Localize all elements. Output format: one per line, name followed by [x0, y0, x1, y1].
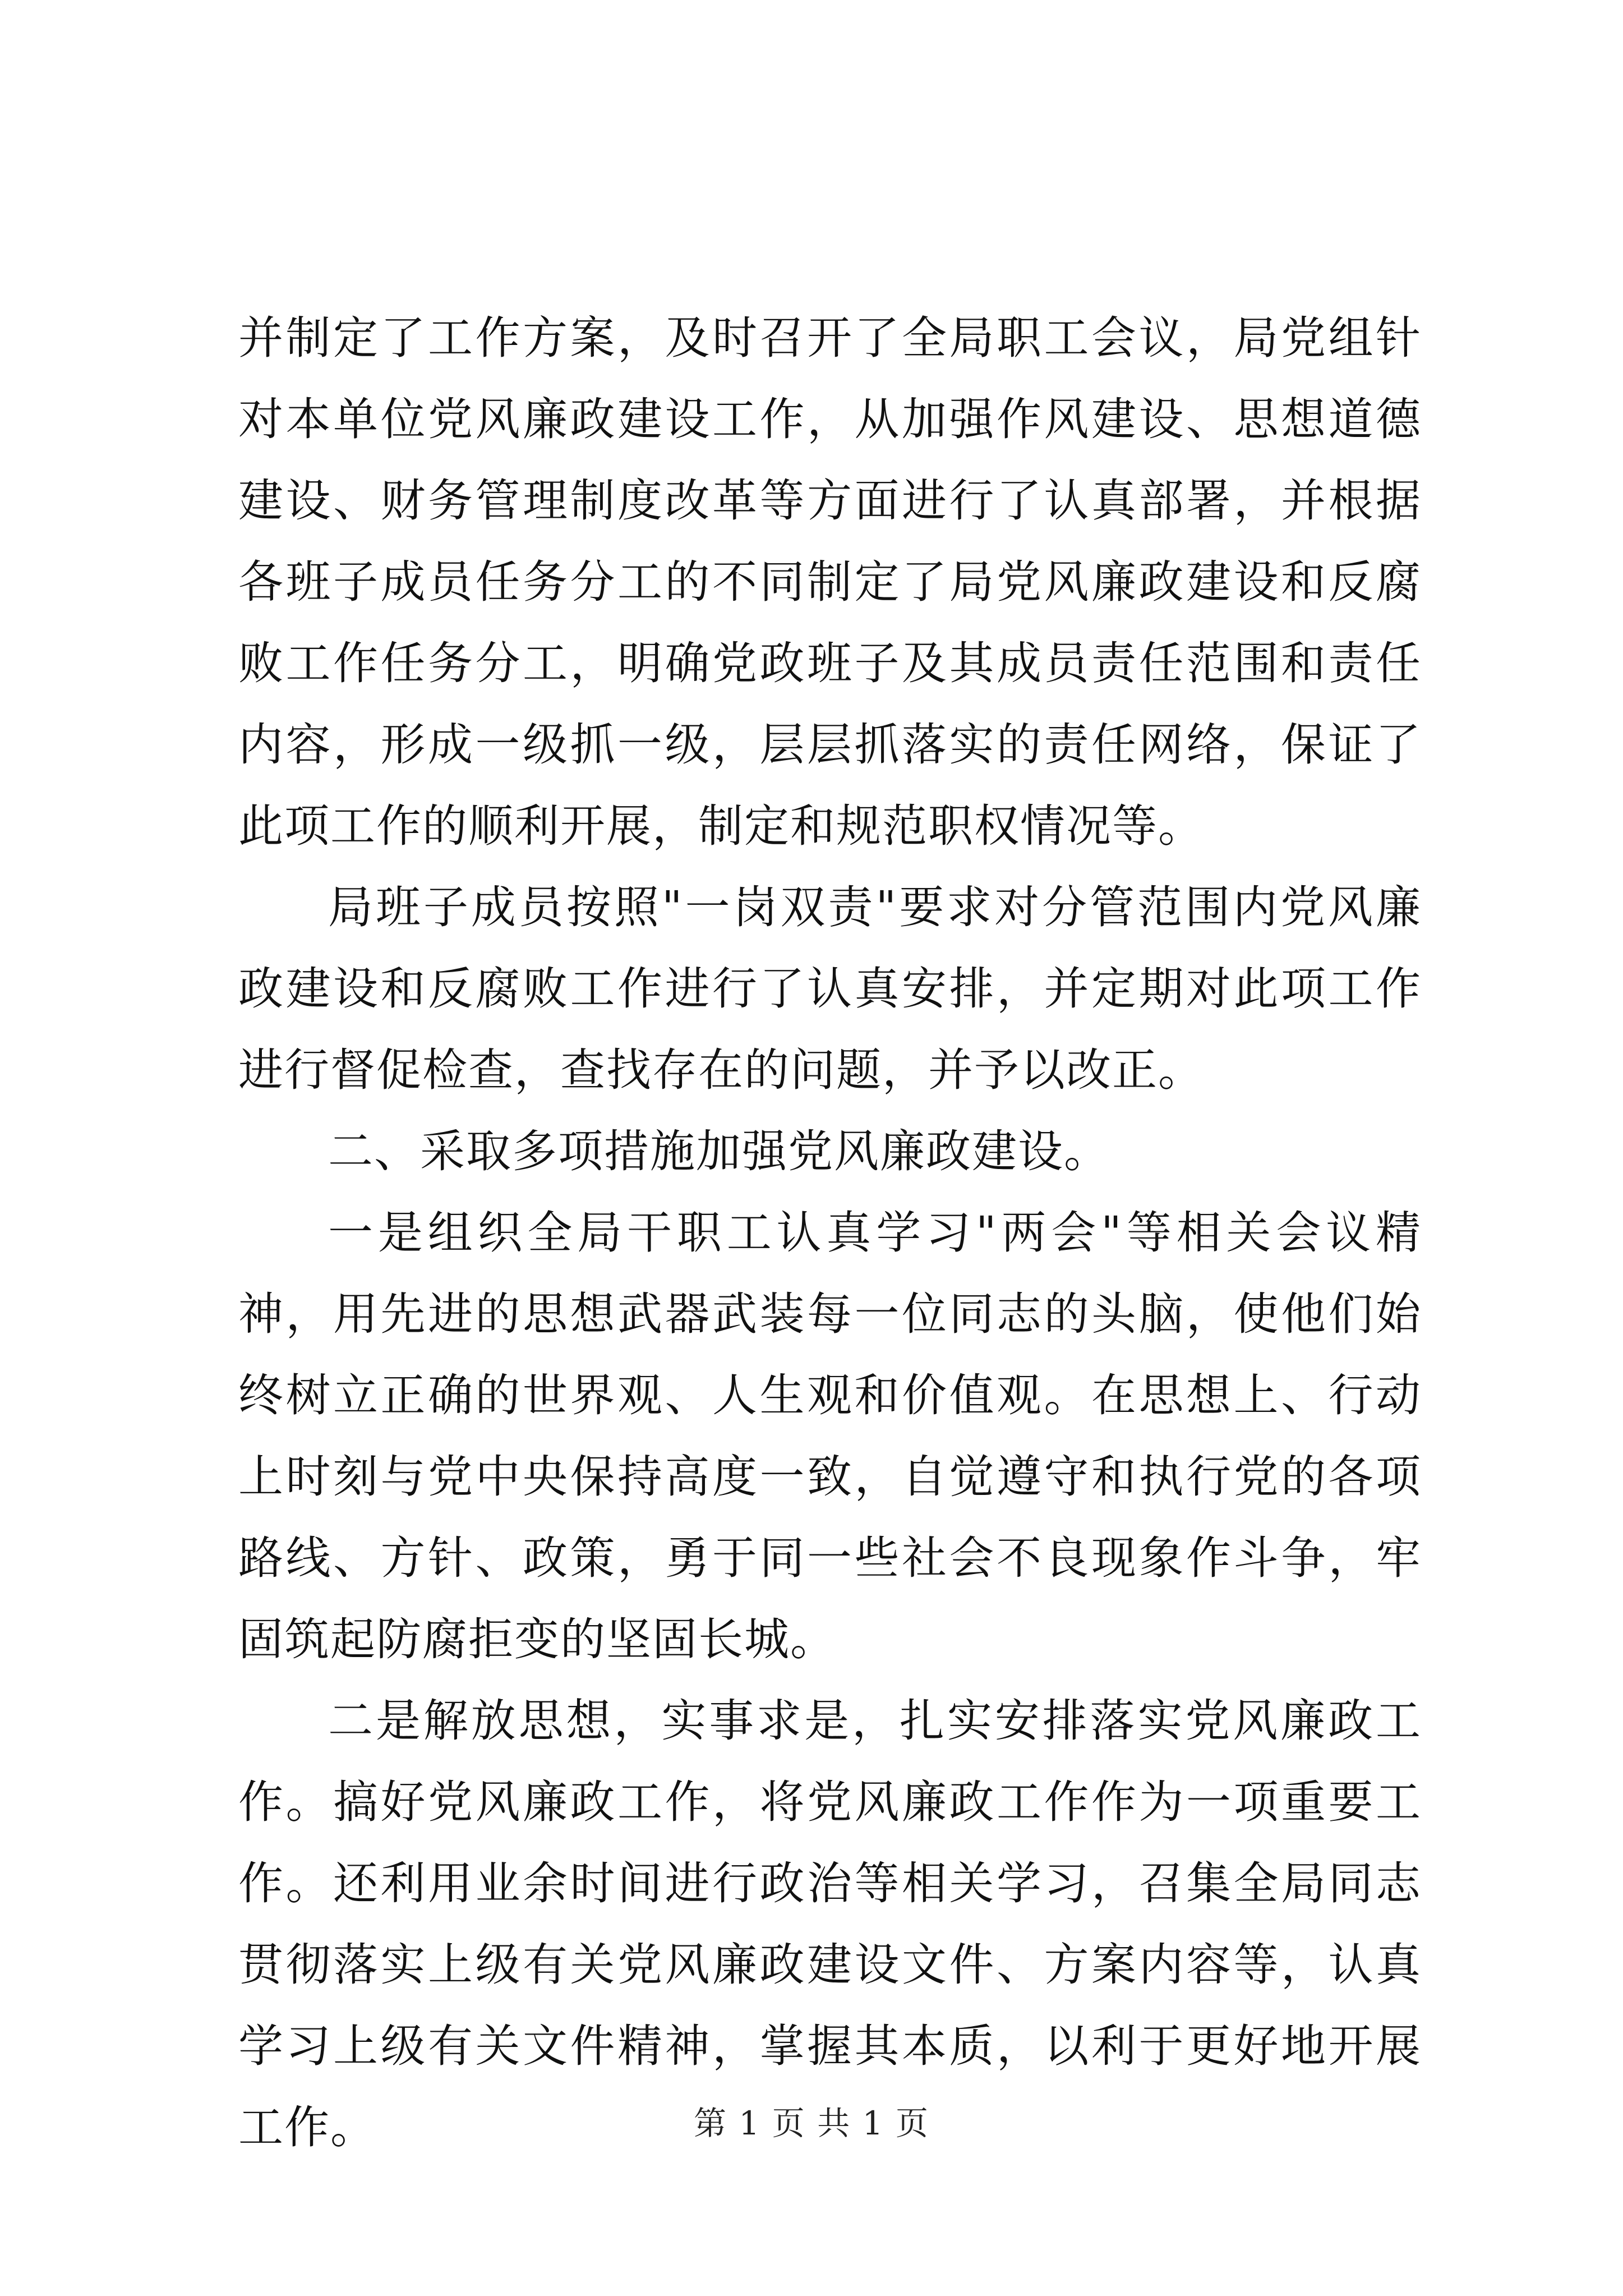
section-heading: 二、采取多项措施加强党风廉政建设。: [328, 1125, 1110, 1177]
paragraph-point-one: 一是组织全局干职工认真学习"两会"等相关会议精神，用先进的思想武器武装每一位同志的头脑，使他们始终树立正确的世界观、人生观和价值观。在思想上、行动上时刻与党中央保持高度一致，自觉遵守和执行党的各项路线、方针、政策，勇于同一些社会不良现象作斗争，牢固筑起防腐拒变的坚固长城。: [238, 1207, 1422, 1665]
paragraph-continuation: 并制定了工作方案，及时召开了全局职工会议，局党组针对本单位党风廉政建设工作，从加强作风建设、思想道德建设、财务管理制度改革等方面进行了认真部署，并根据各班子成员任务分工的不同制定了局党风廉政建设和反腐败工作任务分工，明确党政班子及其成员责任范围和责任内容，形成一级抓一级，层层抓落实的责任网络，保证了此项工作的顺利开展，制定和规范职权情况等。: [238, 312, 1422, 852]
paragraph-responsibility: 局班子成员按照"一岗双责"要求对分管范围内党风廉政建设和反腐败工作进行了认真安排，并定期对此项工作进行督促检查，查找存在的问题，并予以改正。: [238, 881, 1422, 1096]
paragraph-point-two: 二是解放思想，实事求是，扎实安排落实党风廉政工作。搞好党风廉政工作，将党风廉政工作作为一项重要工作。还利用业余时间进行政治等相关学习，召集全局同志贯彻落实上级有关党风廉政建设文件、方案内容等，认真学习上级有关文件精神，掌握其本质，以利于更好地开展工作。: [238, 1695, 1422, 2154]
page-number-footer: 第 1 页 共 1 页: [694, 2104, 929, 2142]
document-body: [238, 297, 1422, 2168]
